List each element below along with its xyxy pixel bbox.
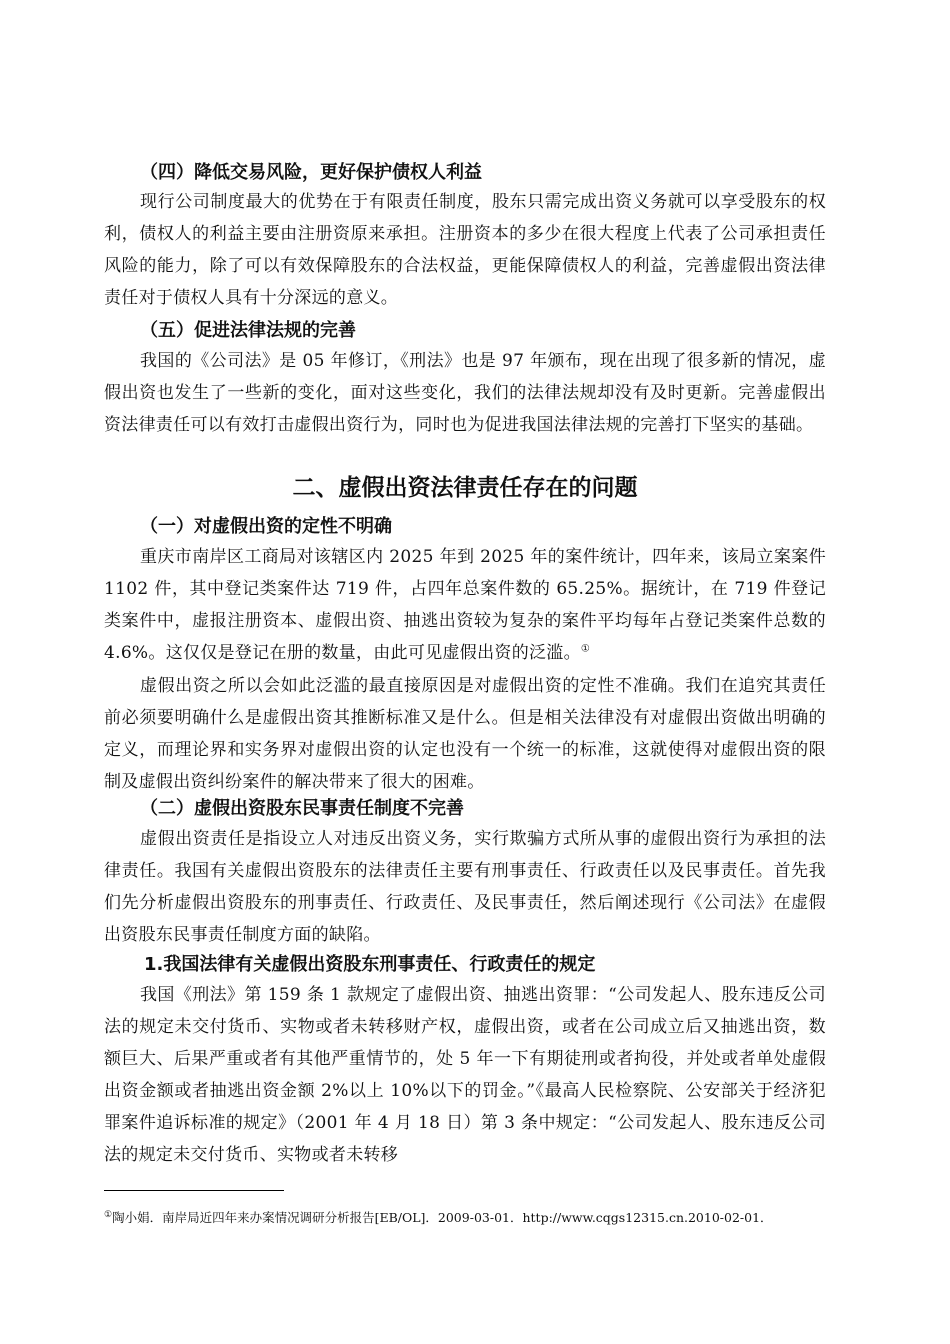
subsection-1-paragraph-1 [104, 541, 826, 669]
section-4-paragraph: 现行公司制度最大的优势在于有限责任制度，股东只需完成出资义务就可以享受股东的权利，债权人的利益主要由注册资原来承担。注册资本的多少在很大程度上代表了公司承担责任风险的能力，除了可以有效保障股东的合法权益，更能保障债权人的利益，完善虚假出资法律责任对于债权人具有十分深远的意义。 [104, 192, 826, 308]
subsection-2-paragraph: 虚假出资责任是指设立人对违反出资义务，实行欺骗方式所从事的虚假出资行为承担的法律责任。我国有关虚假出资股东的法律责任主要有刑事责任、行政责任以及民事责任。首先我们先分析虚假出资股东的刑事责任、行政责任、及民事责任，然后阐述现行《公司法》在虚假出资股东民事责任制度方面的缺陷。 [104, 829, 826, 945]
subsection-heading-1: （一）对虚假出资的定性不明确 [140, 516, 392, 537]
subsection-1-paragraph-2: 虚假出资之所以会如此泛滥的最直接原因是对虚假出资的定性不准确。我们在追究其责任前必须要明确什么是虚假出资其推断标准又是什么。但是相关法律没有对虚假出资做出明确的定义，而理论界和实务界对虚假出资的认定也没有一个统一的标准，这就使得对虚假出资的限制及虚假出资纠纷案件的解决带来了很大的困难。 [104, 676, 826, 792]
footnote-text: 陶小娟．南岸局近四年来办案情况调研分析报告[EB/OL]．2009-03-01．http://www.cqgs12315.cn.2010-02-01． [112, 1210, 773, 1226]
footnote-separator [104, 1190, 284, 1191]
section-5-paragraph: 我国的《公司法》是 05 年修订，《刑法》也是 97 年颁布，现在出现了很多新的情况，虚假出资也发生了一些新的变化，面对这些变化，我们的法律法规却没有及时更新。完善虚假出资法律责任可以有效打击虚假出资行为，同时也为促进我国法律法规的完善打下坚实的基础。 [104, 351, 826, 435]
section-heading-4: （四）降低交易风险，更好保护债权人利益 [140, 162, 482, 183]
footnote [104, 1206, 844, 1227]
section-heading-5: （五）促进法律法规的完善 [140, 320, 356, 341]
subsection-heading-2: （二）虚假出资股东民事责任制度不完善 [140, 798, 464, 819]
footnote-marker: ① [580, 643, 591, 655]
paragraph-text: 重庆市南岸区工商局对该辖区内 2025 年到 2025 年的案件统计，四年来，该局立案案件 1102 件，其中登记类案件达 719 件，占四年总案件数的 65.25%。据统计，在 719 件登记类案件中，虚报注册资本、虚假出资、抽逃出资较为复杂的案件平均每年占登记类案件总数的 4.6%。这仅仅是登记在册的数量，由此可见虚假出资的泛滥。 [104, 547, 826, 663]
subsection-2-1-paragraph: 我国《刑法》第 159 条 1 款规定了虚假出资、抽逃出资罪：“公司发起人、股东违反公司法的规定未交付货币、实物或者未转移财产权，虚假出资，或者在公司成立后又抽逃出资，数额巨大、后果严重或者有其他严重情节的，处 5 年一下有期徒刑或者拘役，并处或者单处虚假出资金额或者抽逃出资金额 2%以上 10%以下的罚金。”《最高人民检察院、公安部关于经济犯罪案件追诉标准的规定》（2001 年 4 月 18 日）第 3 条中规定：“公司发起人、股东违反公司法的规定未交付货币、实物或者未转移 [104, 985, 826, 1165]
chapter-title: 二、虚假出资法律责任存在的问题 [292, 475, 638, 501]
footnote-number: ① [104, 1210, 113, 1220]
subsection-heading-2-1: 1.我国法律有关虚假出资股东刑事责任、行政责任的规定 [144, 954, 596, 975]
